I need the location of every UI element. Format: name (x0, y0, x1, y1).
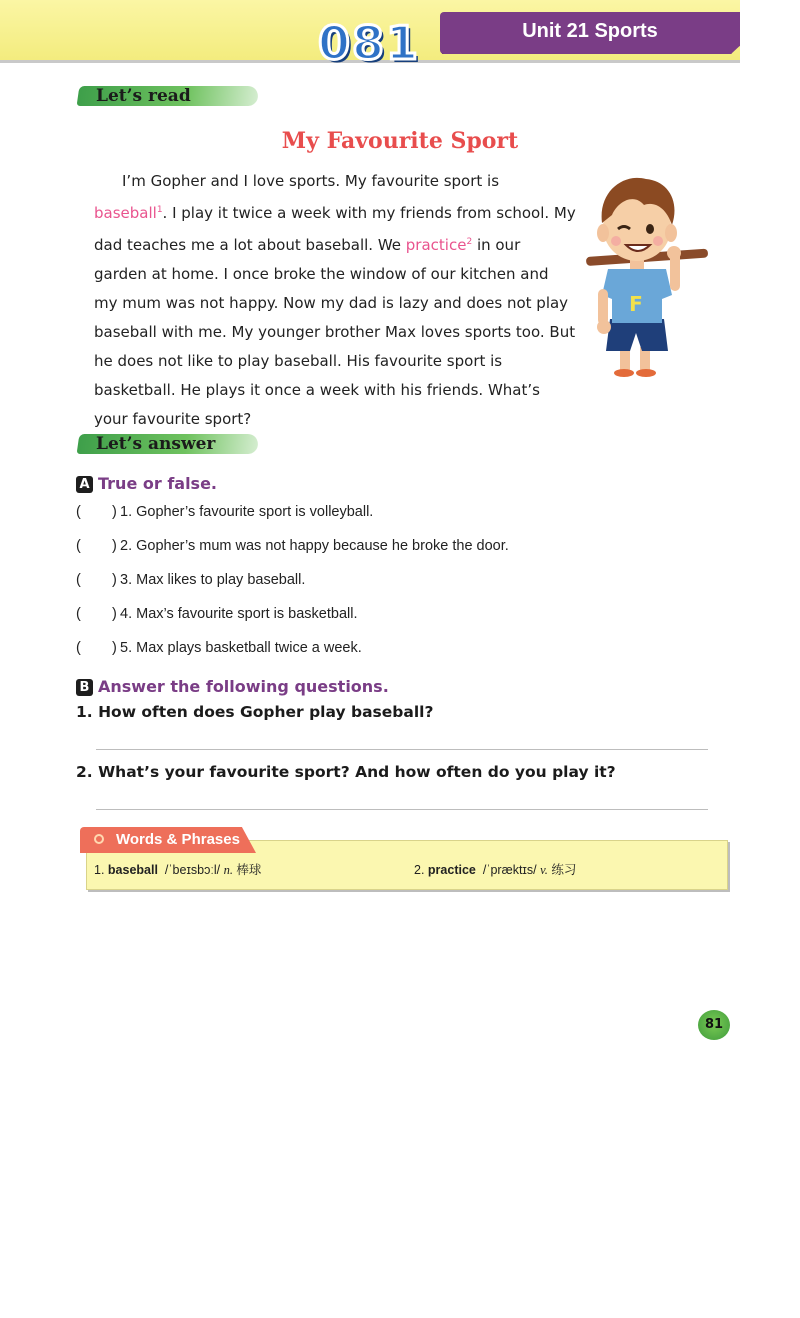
section-label-read: Let’s read (78, 84, 191, 108)
tf-item-3[interactable]: ( ) 3. Max likes to play baseball. (76, 572, 306, 588)
task-b-badge: B (76, 679, 93, 696)
question-1: 1. How often does Gopher play baseball? (76, 703, 434, 721)
bullet-icon (94, 834, 104, 844)
unit-title: Unit 21 Sports (522, 20, 658, 42)
boy-with-bat-illustration (584, 171, 714, 377)
story-title: My Favourite Sport (281, 128, 519, 154)
answer-line-2[interactable] (96, 809, 708, 810)
task-b-heading: B Answer the following questions. (76, 677, 389, 696)
word-entry-2: 2. practice /ˈpræktɪs/ v. 练习 (414, 863, 577, 877)
page-number: 81 (698, 1010, 730, 1040)
answer-line-1[interactable] (96, 749, 708, 750)
section-label-answer: Let’s answer (78, 432, 215, 456)
lesson-number: 081 (318, 16, 421, 70)
shirt-letter: F (629, 292, 643, 316)
tf-item-5[interactable]: ( ) 5. Max plays basketball twice a week. (76, 640, 362, 656)
keyword-baseball: baseball$^1$ (94, 204, 163, 222)
tf-item-1[interactable]: ( ) 1. Gopher’s favourite sport is volleyball. (76, 504, 374, 520)
task-a-badge: A (76, 476, 93, 493)
keyword-practice: practice$^2$ (405, 236, 473, 254)
story-text: F I’m Gopher and I love sports. My favourite sport is baseball$^1$. I play it twice a week with my friends from school. My dad teaches me a lot about baseball. We practice$^2$ in our garden at home. I once broke the window of our kitchen and my mum was not happy. Now my dad is lazy and does not play baseball with me. My younger brother Max loves sports too. But he does not like to play baseball. His favourite sport is basketball. He plays it once a week with his friends. What’s your favourite sport? (94, 167, 708, 434)
word-entry-1: 1. baseball /ˈbeɪsbɔːl/ n. 棒球 (94, 863, 262, 877)
tf-item-4[interactable]: ( ) 4. Max’s favourite sport is basketball. (76, 606, 358, 622)
words-phrases-label: Words & Phrases (116, 831, 240, 848)
tf-item-2[interactable]: ( ) 2. Gopher’s mum was not happy because he broke the door. (76, 538, 509, 554)
question-2: 2. What’s your favourite sport? And how often do you play it? (76, 763, 616, 781)
task-a-heading: A True or false. (76, 474, 217, 493)
